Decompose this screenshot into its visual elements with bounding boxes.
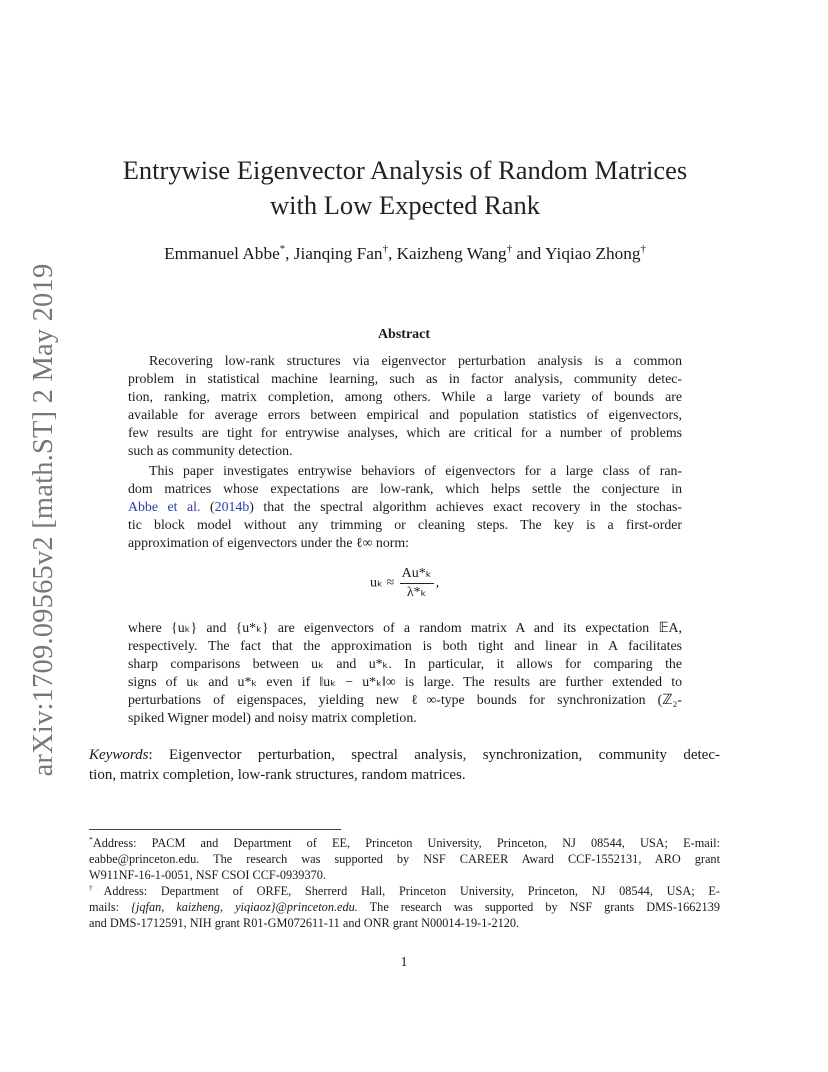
text-line: approximation of eigenvectors under the ℓ∞ norm: — [128, 535, 409, 551]
title-line-1: Entrywise Eigenvector Analysis of Random Matrices — [122, 155, 688, 185]
text-line: perturbations of eigenspaces, yielding new ℓ∞-type bounds for synchronization (ℤ₂- — [128, 692, 682, 708]
footnote-mark: † — [89, 882, 104, 892]
text-line: dom matrices whose expectations are low-rank, which helps settle the conjecture in — [128, 481, 682, 497]
equation-tail: , — [435, 575, 440, 591]
keywords-text: : Eigenvector perturbation, spectral analysis, synchronization, community detec- — [148, 747, 720, 763]
equation-denominator: λ*ₖ — [406, 585, 427, 600]
author-abbe: Emmanuel Abbe — [164, 244, 280, 263]
footnote-mark: * — [89, 834, 93, 844]
text-fragment: ) that the spectral algorithm achieves exact recovery in the stochas- — [249, 499, 682, 515]
text-line — [89, 835, 720, 851]
abstract-paragraph-3 — [128, 619, 682, 728]
citation-link[interactable]: Abbe et al. — [128, 499, 201, 515]
text-line: problem in statistical machine learning, such as in factor analysis, community detec- — [128, 371, 682, 387]
arxiv-identifier: arXiv:1709.09565v2 [math.ST] 2 May 2019 — [28, 263, 59, 777]
author-zhong: Yiqiao Zhong — [545, 244, 641, 263]
text-line — [89, 899, 720, 915]
text-line: Recovering low-rank structures via eigenvector perturbation analysis is a common — [149, 353, 682, 368]
equation-fraction — [400, 565, 434, 602]
text-fragment: mails: — [89, 900, 132, 915]
footnote-rule — [89, 829, 341, 830]
abstract-heading: Abstract — [377, 327, 431, 342]
page-number: 1 — [400, 955, 408, 970]
footnote-1 — [89, 835, 720, 884]
abstract-paragraph-1 — [128, 352, 682, 461]
text-line: tion, matrix completion, low-rank structures, random matrices. — [89, 766, 466, 783]
text-line: available for average errors between empirical and population statistics of eigenvectors, — [128, 407, 682, 423]
text-line: This paper investigates entrywise behaviors of eigenvectors for a large class of ran- — [149, 463, 682, 478]
text-line — [128, 498, 682, 516]
citation-year-link[interactable]: 2014b — [214, 499, 250, 515]
text-line: where {uₖ} and {u*ₖ} are eigenvectors of a random matrix A and its expectation 𝔼A, — [128, 620, 682, 635]
keywords-paragraph — [89, 746, 720, 785]
text-fragment: Address: PACM and Department of EE, Princeton University, Princeton, NJ 08544, USA; E-mail: — [92, 836, 720, 850]
display-equation — [370, 565, 439, 602]
email-addresses: {jqfan, kaizheng, yiqiaoz}@princeton.edu. — [131, 900, 358, 915]
text-line: tion, ranking, matrix completion, among others. While a large variety of bounds are — [128, 389, 682, 405]
keywords-label: Keywords — [89, 747, 149, 763]
equation-numerator: Au*ₖ — [400, 565, 434, 584]
paper-title — [70, 153, 740, 223]
footnote-mark: † — [506, 243, 513, 256]
footnote-mark: † — [382, 243, 388, 256]
text-line: sharp comparisons between uₖ and u*ₖ. In particular, it allows for comparing the — [128, 656, 682, 672]
footnote-mark: * — [279, 243, 286, 256]
text-fragment: Address: Department of ORFE, Sherrerd Hall, Princeton University, Princeton, NJ 08544, USA; E- — [103, 884, 720, 898]
author-wang: Kaizheng Wang — [396, 244, 507, 263]
title-line-2: with Low Expected Rank — [269, 190, 541, 220]
text-line — [89, 883, 720, 899]
author-fan: Jianqing Fan — [293, 244, 383, 263]
text-line: eabbe@princeton.edu. The research was supported by NSF CAREER Award CCF-1552131, ARO grant — [89, 852, 720, 867]
abstract-paragraph-2 — [128, 462, 682, 552]
text-line: tic block model without any trimming or cleaning steps. The key is a first-order — [128, 517, 682, 533]
paren: ( — [210, 499, 215, 515]
text-line: few results are tight for entrywise analyses, which are critical for a number of problems — [128, 425, 682, 441]
footnote-mark: † — [640, 243, 646, 256]
text-line — [89, 746, 720, 766]
text-line: such as community detection. — [128, 443, 293, 459]
footnote-2 — [89, 883, 720, 932]
equation-lhs: uₖ ≈ — [370, 575, 395, 591]
text-line: W911NF-16-1-0051, NSF CSOI CCF-0939370. — [89, 868, 326, 883]
author-list: Emmanuel Abbe*, Jianqing Fan†, Kaizheng Wang† and Yiqiao Zhong† — [164, 243, 646, 263]
text-line: signs of uₖ and u*ₖ even if ‖uₖ − u*ₖ‖∞ is large. The results are further extended to — [128, 674, 682, 690]
text-fragment: The research was supported by NSF grants DMS-1662139 — [357, 900, 720, 915]
text-line: and DMS-1712591, NIH grant R01-GM072611-11 and ONR grant N00014-19-1-2120. — [89, 916, 520, 931]
text-line: respectively. The fact that the approximation is both tight and linear in A facilitates — [128, 638, 682, 654]
text-line: spiked Wigner model) and noisy matrix completion. — [128, 710, 417, 726]
author-conjunction: and — [516, 244, 542, 263]
